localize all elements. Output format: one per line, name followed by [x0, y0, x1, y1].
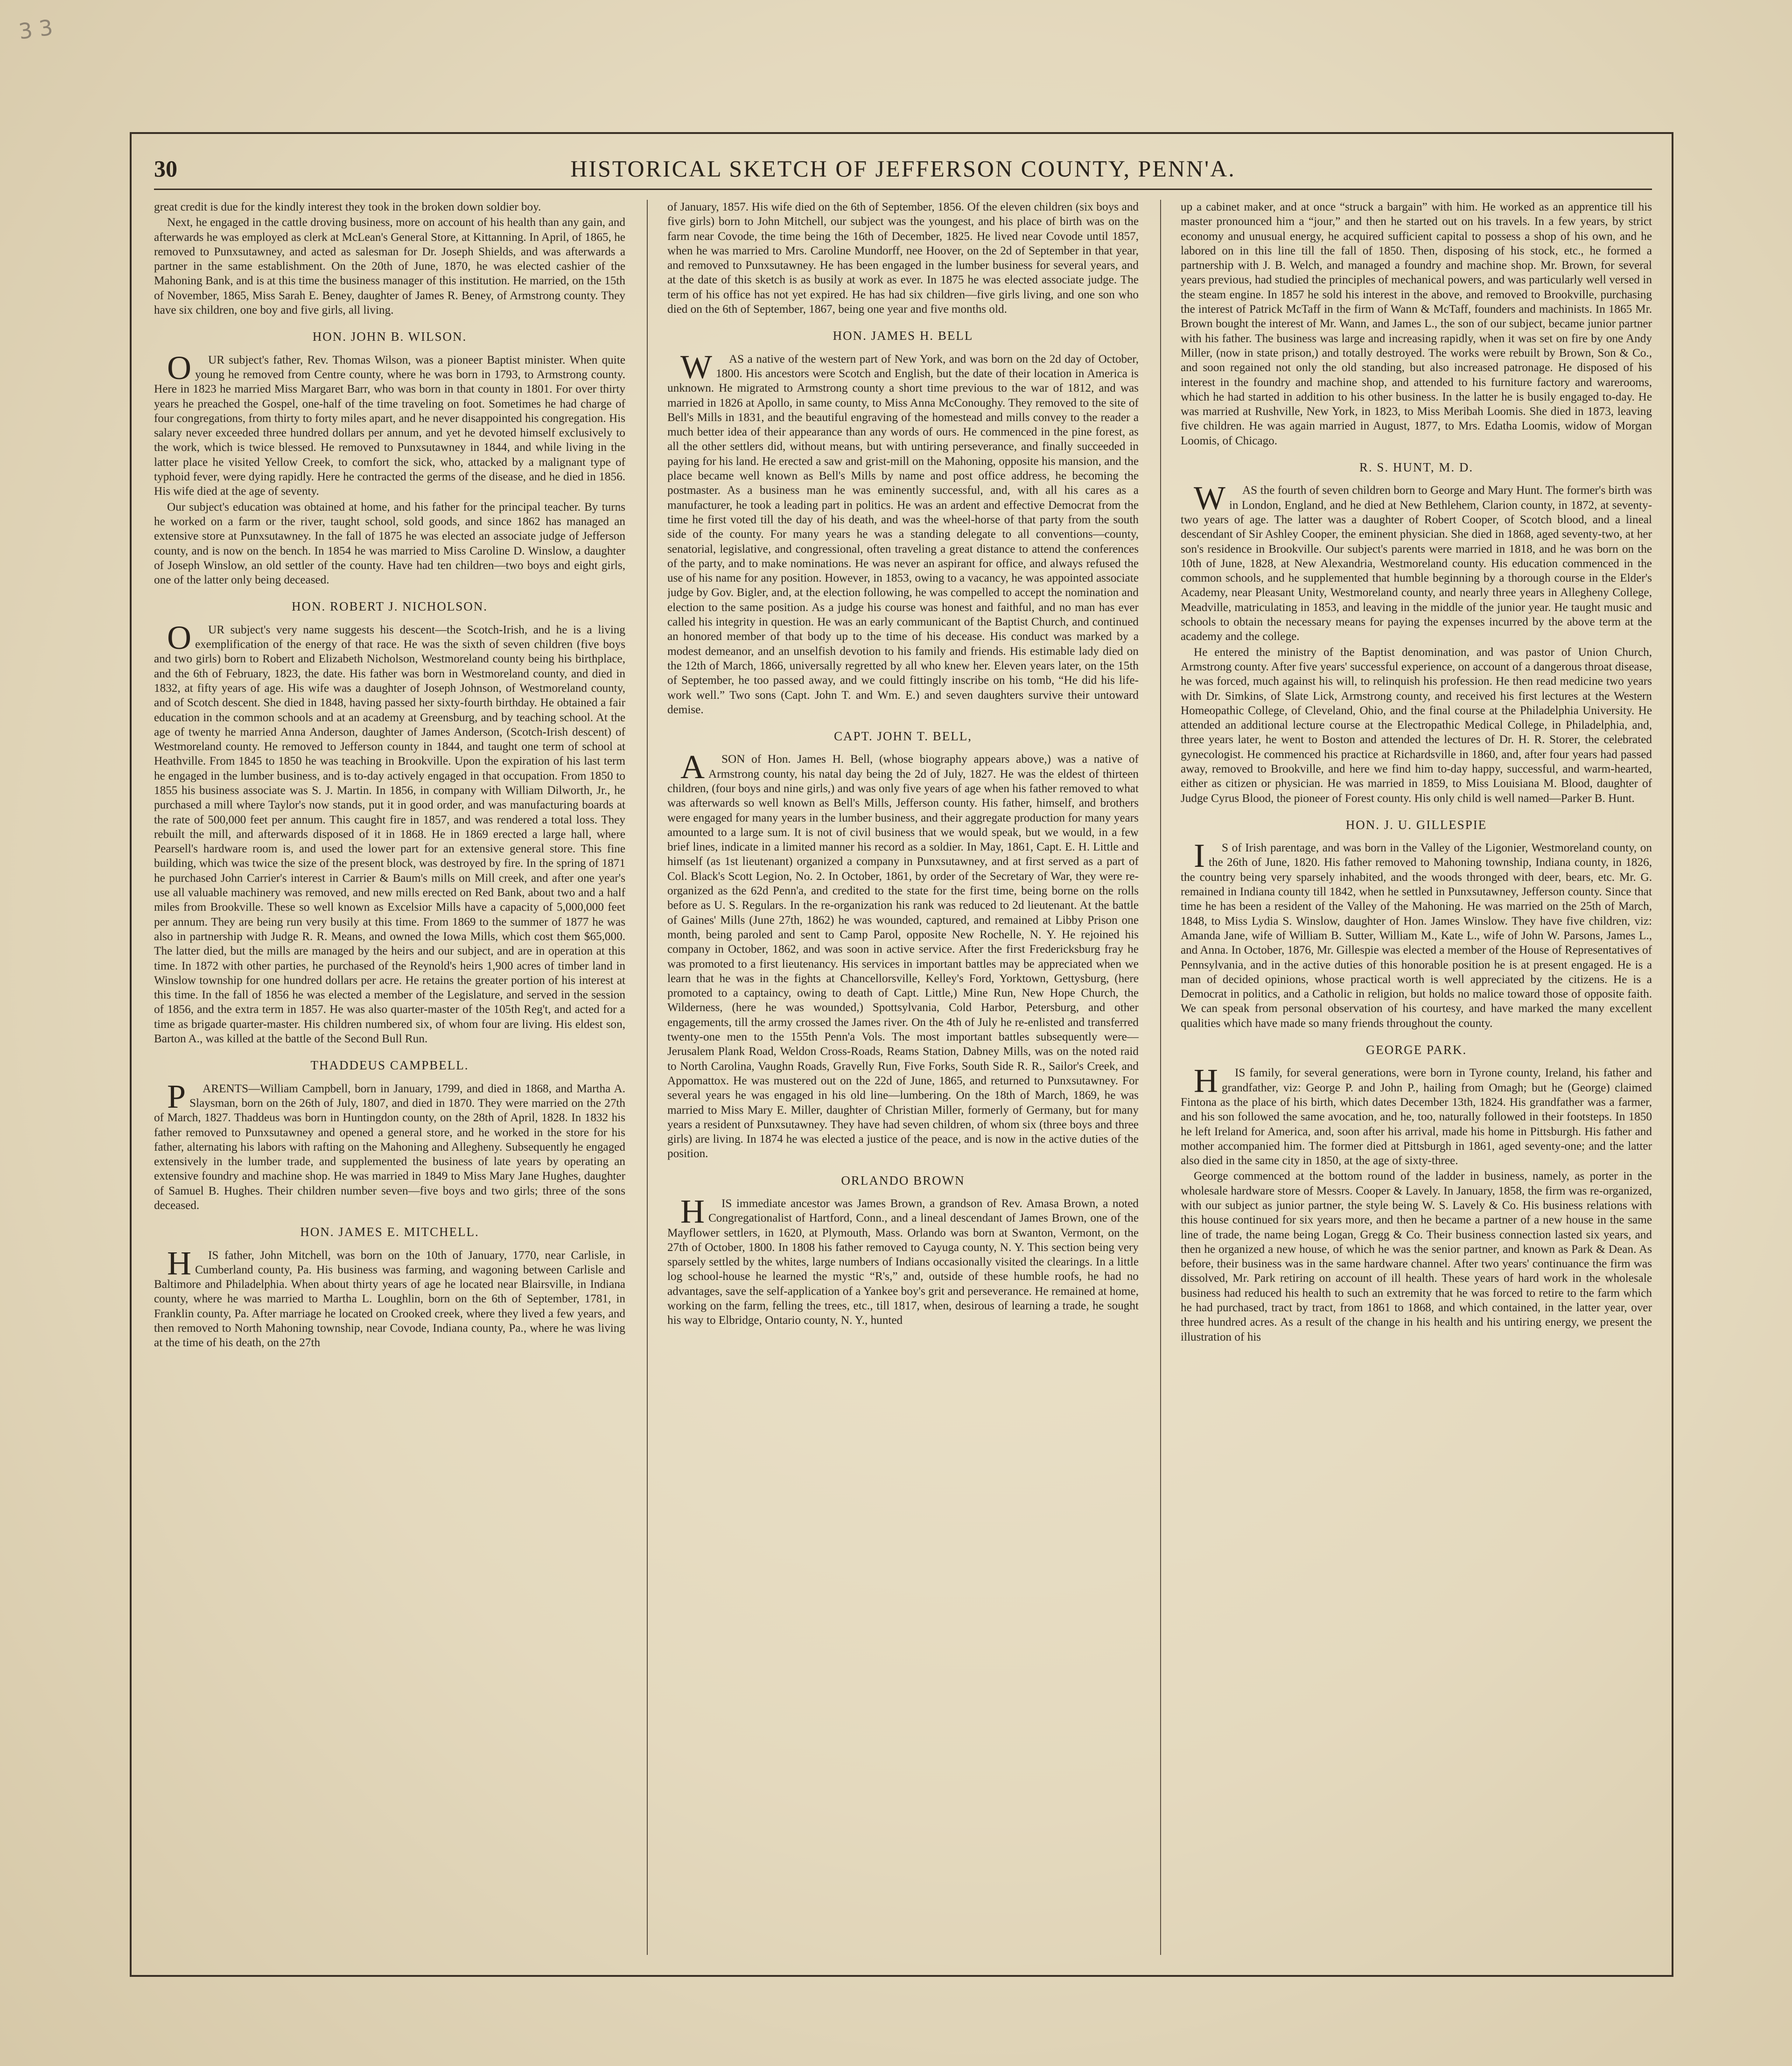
paragraph-text: ARENTS—William Campbell, born in January, 1799, and died in 1868, and Martha A. Slaysman, born on the 26th of July, 1807, and died in 1870. They were married on the 27th of March, 1827. Thaddeus was born in Huntingdon county, on the 28th of April, 1828. In 1832 his father removed to Punxsutawney and opened a general store, and he worked in the store for his father, alternating his labors with rafting on the Mahoning and Allegheny. Subsequently he engaged extensively in the lumber trade, and supplemented the business of late years by operating an extensive foundry and machine shop. He was married in 1849 to Miss Mary Jane Hughes, daughter of Samuel B. Hughes. Their children number seven—five boys and two girls; three of the sons deceased. [154, 1082, 625, 1212]
section-heading: HON. ROBERT J. NICHOLSON. [292, 599, 488, 614]
section-heading: HON. J. U. GILLESPIE [1345, 817, 1487, 832]
drop-cap: O [167, 618, 191, 656]
section-heading: HON. JOHN B. WILSON. [312, 330, 467, 344]
section-heading: HON. JAMES E. MITCHELL. [300, 1225, 479, 1239]
paragraph [154, 1077, 625, 1213]
page-header [154, 148, 1652, 186]
drop-cap: I [1194, 837, 1205, 875]
drop-cap: W [1194, 479, 1225, 517]
section-heading: THADDEUS CAMPBELL. [310, 1058, 469, 1073]
drop-cap: H [1194, 1062, 1218, 1100]
paragraph-text: AS the fourth of seven children born to George and Mary Hunt. The former's birth was in London, England, and he died at New Bethlehem, Clarion county, in 1872, at seventy-two years of age. The latter was a daughter of Robert Cooper, of Scotch blood, and a lineal descendant of Sir Ashley Cooper, the eminent physician. She died in 1868, aged seventy-two, at her son's residence in Brookville. Our subject's parents were married in 1818, and he was born on the 10th of June, 1828, at New Alexandria, Westmoreland county. His education commenced in the common schools, and he supplemented that humble beginning by a thorough course in the Elder's Academy, near Pleasant Unity, Westmoreland county, and nearly three years in Allegheny College, Meadville, matriculating in 1853, and leaving in the middle of the junior year. He taught music and schools to obtain the necessary means for paying the expenses incurred by the above term at the academy and the college. [1181, 484, 1652, 643]
paragraph [667, 1193, 1139, 1328]
column-divider [1160, 200, 1161, 1955]
drop-cap: H [680, 1193, 705, 1230]
paragraph-text: S of Irish parentage, and was born in the Valley of the Ligonier, Westmoreland county, on the 26th of June, 1820. His father removed to Mahoning township, Indiana county, in 1826, the country being very sparsely inhabited, and the woods thronged with deer, bears, etc. Mr. G. remained in Indiana county till 1842, when he settled in Punxsutawney, Jefferson county. Since that time he has been a resident of the Valley of the Mahoning. He was married on the 25th of March, 1848, to Miss Lydia S. Winslow, daughter of Hon. James Winslow. They have five children, viz: Amanda Jane, wife of William B. Sutter, William M., Kate L., wife of John W. Parsons, James L., and Anna. In October, 1876, Mr. Gillespie was elected a member of the House of Representatives of Pennsylvania, and in the active duties of this honorable position he is at present engaged. He is a man of decided opinions, whose practical worth is well appreciated by the citizens. He is a Democrat in politics, and a Catholic in religion, but holds no malice toward those of opposite faith. We can speak from personal observation of his courtesy, and have marked the many excellent qualities which have made so many friends throughout the county. [1181, 842, 1652, 1030]
paragraph: George commenced at the bottom round of the ladder in business, namely, as porter in the wholesale hardware store of Messrs. Cooper & Lavely. In January, 1858, the firm was re-organized, with our subject as junior partner, the style being W. S. Lavely & Co. His business relations with this house continued for six years more, and then he became a partner of a new house in the same line of trade, the name being Logan, Gregg & Co. Their business connection lasted six years, and then he organized a new house, of which he was the senior partner, and known as Park & Dean. As before, their business was in the same hardware channel. After two years' continuance the firm was dissolved, Mr. Park retiring on account of ill health. These years of hard work in the wholesale business had reduced his health to such an extremity that he was forced to retire to the farm which he had purchased, tract by tract, from 1861 to 1868, and which contained, in the latter year, over three hundred acres. As a result of the change in his health and his untiring energy, we present the illustration of his [1181, 1170, 1652, 1343]
paragraph: of January, 1857. His wife died on the 6th of September, 1856. Of the eleven children (six boys and five girls) born to John Mitchell, our subject was the youngest, and his place of birth was on the farm near Covode, the time being the 16th of December, 1825. He lived near Covode until 1857, when he was married to Mrs. Caroline Mundorff, nee Hoover, on the 2d of September in that year, and removed to Punxsutawney. He has been engaged in the lumber business for several years, and at the date of this sketch is as busily at work as ever. In 1875 he was elected associate judge. The term of his office has not yet expired. He has had six children—five girls living, and one son who died on the 6th of September, 1867, being one year and five months old. [667, 201, 1139, 316]
paragraph: up a cabinet maker, and at once “struck a bargain” with him. He worked as an apprentice till his master pronounced him a “jour,” and then he started out on his travels. In a few years, by strict economy and unusual energy, he acquired sufficient capital to possess a shop of his own, and he labored on in this line till the fall of 1850. Then, disposing of his stock, etc., he formed a partnership with J. B. Welch, and managed a foundry and machine shop. Mr. Brown, for several years previous, had studied the principles of mechanical powers, and was particularly well versed in the steam engine. In 1857 he sold his interest in the above, and removed to Brookville, purchasing the interest of Patrick McTaff in the firm of Wann & McTaff, founders and machinists. In 1865 Mr. Brown bought the interest of Mr. Wann, and James L., the son of our subject, became junior partner with his father. The business was large and increasing rapidly, when it was set on fire by one Andy Miller, (now in state prison,) and totally destroyed. The works were rebuilt by Brown, Son & Co., and soon regained not only the old standing, but also increased patronage. He disposed of his interest in the foundry and machine shop, and attended to his furniture factory and warerooms, which he had started in addition to his other business. In the latter he is busily engaged to-day. He was married at Rushville, New York, in 1823, to Miss Meribah Loomis. She died in 1873, leaving five children. He was again married in August, 1877, to Mrs. Edatha Loomis, widow of Morgan Loomis, of Chicago. [1181, 201, 1652, 447]
section-heading: ORLANDO BROWN [841, 1173, 965, 1188]
paragraph: Next, he engaged in the cattle droving business, more on account of his health than any gain, and afterwards he was employed as clerk at McLean's General Store, at Kittanning. In April, of 1865, he removed to Punxsutawney, and acted as salesman for Dr. Joseph Shields, and was afterwards a partner in the same establishment. On the 20th of June, 1870, he was elected cashier of the Mahoning Bank, and is at this time the business manager of this institution. He married, on the 15th of November, 1865, Miss Sarah E. Beney, daughter of James R. Beney, of Armstrong county. They have six children, one boy and five girls, all living. [154, 216, 625, 317]
section-heading: HON. JAMES H. BELL [833, 329, 973, 343]
section-heading: R. S. HUNT, M. D. [1359, 460, 1474, 475]
paragraph-text: UR subject's father, Rev. Thomas Wilson, was a pioneer Baptist minister. When quite young he removed from Centre county, where he was born in 1793, to Armstrong county. Here in 1823 he married Miss Margaret Barr, who was born in that county in 1801. For over thirty years he preached the Gospel, one-half of the time traveling on foot. Sometimes he had charge of four congregations, from thirty to forty miles apart, and he never disappointed his congregation. His salary never exceeded three hundred dollars per annum, and yet he devoted himself exclusively to the work, which is twice blessed. He removed to Punxsutawney in 1844, and while living in the latter place he visited Yellow Creek, to comfort the sick, who, attacked by a malignant type of typhoid fever, were dying rapidly. Here he contracted the germs of the disease, and he died in 1856. His wife died at the age of seventy. [154, 353, 625, 498]
drop-cap: P [167, 1077, 186, 1115]
paragraph [1181, 479, 1652, 644]
pencil-note: 3 3 [17, 14, 55, 44]
drop-cap: H [167, 1244, 191, 1282]
paragraph: great credit is due for the kindly interest they took in the broken down soldier boy. [154, 201, 541, 213]
section-heading: CAPT. JOHN T. BELL, [833, 729, 972, 744]
column-divider [647, 200, 648, 1955]
paragraph-text: UR subject's very name suggests his descent—the Scotch-Irish, and he is a living exemplification of the energy of that race. He was the sixth of seven children (five boys and two girls) born to Robert and Elizabeth Nicholson, Westmoreland county being his birthplace, and the 6th of February, 1823, the date. His father was born in Westmoreland county, and died in 1832, at fifty years of age. His wife was a daughter of Joseph Johnson, of Westmoreland county, and of Scotch descent. She died in 1848, having passed her sixty-fourth birthday. He obtained a fair education in the common schools and at an academy at Greensburg, and by teaching school. At the age of twenty he married Anna Anderson, daughter of James Anderson, (Scotch-Irish descent) of Westmoreland county. He removed to Jefferson county in 1844, and taught one term of school at Heathville. From 1845 to 1850 he was teaching in Brookville. Upon the expiration of his last term he engaged in the lumber business, and is to-day actively engaged in that occupation. From 1850 to 1855 his business associate was S. J. Martin. In 1856, in company with William Dilworth, Jr., he purchased a mill where Taylor's now stands, put it in good order, and was manufacturing boards at the rate of 500,000 feet per annum. This caught fire in 1857, and was rendered a total loss. They rebuilt the mill, and afterwards disposed of it in 1868. He in 1869 erected a large hall, where Pearsell's hardware room is, and used the lower part for an extensive general store. This fine building, which was twice the size of the present block, was destroyed by fire. In the spring of 1871 he purchased John Carrier's interest in Carrier & Baum's mills on Mill creek, and after one year's use all valuable machinery was removed, and new mills erected on Red Bank, about two and a half miles from Brookville. These so well known as Excelsior Mills have a capacity of 5,000,000 feet per annum. They are being run very busily at this time. From 1869 to the summer of 1877 he was also in partnership with Judge R. R. Means, and owned the Iowa Mills, which cost them $65,000. The latter died, but the mills are managed by the heirs and our subject, and are in operation at this time. In 1872 with other parties, he purchased of the Reynold's heirs 1,900 acres of timber land in Winslow township for one hundred dollars per acre. He retains the greater portion of his interest at this time. In the fall of 1856 he was elected a member of the Legislature, and served in the session of 1856, and the extra term in 1857. He was also quarter-master of the 105th Reg't, and acted for a time as brigade quarter-master. His children numbered six, of whom four are living. His eldest son, Barton A., was killed at the battle of the Second Bull Run. [154, 623, 625, 1046]
paragraph [667, 748, 1139, 1161]
paragraph-text: IS immediate ancestor was James Brown, a grandson of Rev. Amasa Brown, a noted Congregationalist of Hartford, Conn., and a lineal descendant of James Brown, one of the Mayflower settlers, in 1620, at Plymouth, Mass. Orlando was born at Swanton, Vermont, on the 27th of October, 1800. In 1808 his father removed to Cayuga county, N. Y. This section being very sparsely settled by the whites, large numbers of Indians occasionally visited the clearings. In a little log school-house he learned the mystic “R's,” and, outside of these humble roofs, he had no advantages, save the self-application of a Yankee boy's grit and perseverance. He remained at home, working on the farm, felling the trees, etc., till 1817, when, desirous of learning a trade, he sought his way to Elbridge, Ontario county, N. Y., hunted [667, 1197, 1139, 1327]
paragraph: Our subject's education was obtained at home, and his father for the principal teacher. By turns he worked on a farm or the river, taught school, sold goods, and since 1862 has managed an extensive store at Punxsutawney. In the fall of 1875 he was elected an associate judge of Jefferson county, and is now on the bench. In 1854 he was married to Miss Caroline D. Winslow, a daughter of Joseph Winslow, an old settler of the county. Have had ten children—two boys and eight girls, one of the latter only being deceased. [154, 500, 625, 587]
paragraph [154, 618, 625, 1047]
paragraph [1181, 837, 1652, 1031]
drop-cap: O [167, 349, 191, 386]
drop-cap: A [680, 748, 705, 786]
paragraph [154, 1244, 625, 1350]
paragraph: He entered the ministry of the Baptist denomination, and was pastor of Union Church, Armstrong county. After five years' successful experience, on account of a dangerous throat disease, he was forced, much against his will, to relinquish his profession. He then read medicine two years with Dr. Simkins, of Slate Lick, Armstrong county, and received his first lectures at the Western Homeopathic College, of Cleveland, Ohio, and the final course at the Philadelphia University. He attended an additional lecture course at the Electropathic Medical College, in Philadelphia, and, three years later, he went to Boston and attended the lectures of Dr. H. R. Storer, the celebrated gynecologist. He commenced his practice at Richardsville in 1860, and, after four years had passed away, removed to Brookville, and here we find him to-day happy, successful, and warm-hearted, either as citizen or physician. He was married in 1859, to Miss Louisiana M. Blood, daughter of Judge Cyrus Blood, the pioneer of Forest county. His only child is well named—Parker B. Hunt. [1181, 646, 1652, 805]
running-title: HISTORICAL SKETCH OF JEFFERSON COUNTY, PENN'A. [570, 155, 1236, 182]
paragraph-text: IS father, John Mitchell, was born on the 10th of January, 1770, near Carlisle, in Cumberland county, Pa. His business was farming, and wagoning between Carlisle and Baltimore and Philadelphia. When about thirty years of age he located near Blairsville, in Indiana county, where he was married to Martha L. Loughlin, born on the 6th of September, 1781, in Franklin county, Pa. After marriage he located on Crooked creek, where they lived a few years, and then removed to North Mahoning township, near Covode, Indiana county, Pa., where he was living at the time of his death, on the 27th [154, 1249, 625, 1349]
paragraph-text: AS a native of the western part of New York, and was born on the 2d day of October, 1800. His ancestors were Scotch and English, but the date of their location in America is unknown. He migrated to Armstrong county a short time previous to the war of 1812, and was married in 1826 at Apollo, in same county, to Miss Anna McConoughy. They removed to the site of Bell's Mills in 1831, and the beautiful engraving of the homestead and mills convey to the reader a much better idea of their appearance than any words of ours. He commenced in the pine forest, as all the other settlers did, without means, but with untiring perseverance, and finally succeeded in paying for his land. He erected a saw and grist-mill on the Mahoning, opposite his mansion, and the place became well known as Bell's Mills by name and post office address, he becoming the postmaster. As a business man he was eminently successful, and, with all his cares as a manufacturer, he took a leading part in politics. He was an ardent and effective Democrat from the time he first voted till the day of his death, and was the wheel-horse of that party from the south side of the county. For many years he was a standing delegate to all conventions—county, senatorial, legislative, and congressional, often traveling a great distance to attend the conferences of the party, and to make nominations. He was never an aspirant for office, and always refused the use of his name for any position. However, in 1853, owing to a vacancy, he was appointed associate judge by Gov. Bigler, and, at the election following, he was compelled to accept the nomination and election to the same position. As a judge his course was honest and faithful, and no man has ever called his integrity in question. He was an early communicant of the Baptist Church, and continued an honored member of that body up to the time of his decease. His conduct was marked by a modest demeanor, and an unselfish devotion to his family and friends. His estimable lady died on the 12th of March, 1866, universally regretted by all who knew her. Eleven years later, on the 15th of September, he too passed away, and we could fittingly inscribe on his tomb, “He did his life-work well.” Two sons (Capt. John T. and Wm. E.) and seven daughters survive their untoward demise. [667, 352, 1139, 716]
paragraph-text: SON of Hon. James H. Bell, (whose biography appears above,) was a native of Armstrong county, his natal day being the 2d of July, 1827. He was the eldest of thirteen children, (four boys and nine girls,) and was only five years of age when his father removed to what was afterwards so well known as Bell's Mills, Jefferson county. His father, himself, and brothers were engaged for many years in the lumber business, and their aggregate production for many years amounted to a large sum. It is not of civil business that we would speak, but we would, in a few brief lines, indicate in a limited manner his record as a soldier. In May, 1861, Capt. E. H. Little and himself (as 1st lieutenant) organized a company in Punxsutawney, and at first served as a part of Col. Black's Scott Legion, No. 2. In October, 1861, by order of the Secretary of War, they were re-organized as the 62d Penn'a, and credited to the state for the first time, being borne on the rolls before as U. S. Regulars. In the re-organization his rank was reduced to 2d lieutenant. At the battle of Gaines' Mills (June 27th, 1862) he was wounded, captured, and remained at Libby Prison one month, being paroled and sent to Camp Parol, opposite New Rochelle, N. Y. He rejoined his company in October, 1862, and was soon in active service. After the first Fredericksburg fray he was promoted to a first lieutenancy. His services in important battles may be appreciated when we learn that he was in the fights at Chancellorsville, Kelley's Ford, Yorktown, Gettysburg, (here promoted to a captaincy, owing to death of Capt. Little,) Mine Run, New Hope Church, the Wilderness, (here he was wounded,) Spottsylvania, Cold Harbor, Petersburg, and other engagements, till the army crossed the James river. On the 4th of July he re-enlisted and transferred twenty-one men to the 155th Penn'a Vols. The most important battles subsequently were—Jerusalem Plank Road, Weldon Cross-Roads, Reams Station, Dabney Mills, was on the noted raid to North Carolina, Vaughn Roads, Gravelly Run, Five Forks, South Side R. R., Sailor's Creek, and Appomattox. He was mustered out on the 22d of June, 1865, and returned to Punxsutawney. For several years he was engaged in his old line—lumbering. On the 18th of March, 1869, he was married to Miss Mary E. Miller, daughter of Christian Miller, formerly of Germany, but for many years a resident of Punxsutawney. They have had seven children, of whom six (three boys and three girls) are living. In 1874 he was elected a justice of the peace, and is now in the active duties of the position. [667, 753, 1139, 1160]
paragraph [667, 348, 1139, 717]
paragraph [154, 349, 625, 499]
paragraph-text: IS family, for several generations, were born in Tyrone county, Ireland, his father and grandfather, viz: George P. and John P., hailing from Omagh; but he (George) claimed Fintona as the place of his birth, which dates December 13th, 1824. His grandfather was a farmer, and his son followed the same avocation, and he, too, naturally followed in their footsteps. In 1850 he left Ireland for America, and, soon after his arrival, made his home in Pittsburgh. His father and mother accompanied him. The former died at Pittsburgh in 1861, aged seventy-one; and the latter also died in the same city in 1850, at the age of sixty-three. [1181, 1067, 1652, 1167]
column-3 [1181, 200, 1652, 1955]
page-number: 30 [154, 155, 177, 182]
column-2 [667, 200, 1139, 1955]
section-heading: GEORGE PARK. [1365, 1043, 1467, 1057]
paragraph [1181, 1062, 1652, 1168]
header-rule [154, 189, 1652, 190]
column-1 [154, 200, 625, 1955]
drop-cap: W [680, 348, 712, 386]
